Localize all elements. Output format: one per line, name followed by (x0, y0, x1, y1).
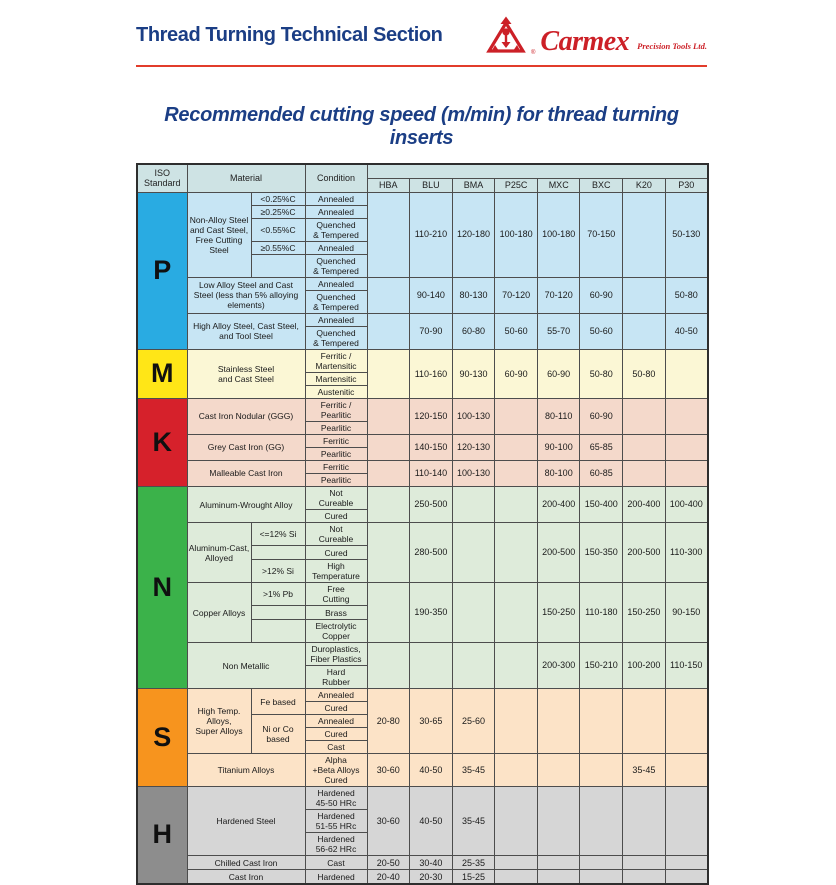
column-header: P30 (665, 179, 708, 193)
column-header: Material (187, 164, 305, 192)
speed-value-cell (367, 398, 410, 434)
speed-value-cell: 60-90 (580, 277, 623, 313)
condition-cell: Annealed (305, 313, 367, 326)
condition-cell: Annealed (305, 205, 367, 218)
condition-cell: Cured (305, 728, 367, 741)
speed-value-cell (665, 787, 708, 856)
speed-value-cell: 190-350 (410, 583, 453, 643)
column-header: BLU (410, 179, 453, 193)
speed-value-cell: 25-35 (452, 856, 495, 870)
speed-value-cell (665, 398, 708, 434)
speed-value-cell: 60-90 (537, 349, 580, 398)
iso-letter-m: M (137, 349, 187, 398)
condition-cell: Quenched & Tempered (305, 254, 367, 277)
material-cell: Hardened Steel (187, 787, 305, 856)
speed-value-cell: 110-140 (410, 460, 453, 486)
submaterial-cell (251, 606, 305, 620)
page-content (136, 16, 707, 885)
submaterial-cell (251, 620, 305, 643)
column-header: BMA (452, 179, 495, 193)
speed-value-cell: 80-110 (537, 398, 580, 434)
material-cell: Aluminum-Cast, Alloyed (187, 523, 251, 583)
condition-cell: Austenitic (305, 385, 367, 398)
speed-value-cell (495, 523, 538, 583)
speed-value-cell (623, 277, 666, 313)
speed-value-cell (623, 434, 666, 460)
submaterial-cell: ≥0.25%C (251, 205, 305, 218)
speed-value-cell (452, 523, 495, 583)
iso-letter-n: N (137, 486, 187, 688)
speed-value-cell: 30-60 (367, 754, 410, 787)
speed-value-cell: 150-250 (537, 583, 580, 643)
condition-cell: Ferritic (305, 434, 367, 447)
submaterial-cell: ≥0.55%C (251, 241, 305, 254)
condition-cell: Cured (305, 546, 367, 560)
speed-value-cell: 30-60 (367, 787, 410, 856)
speed-value-cell (665, 754, 708, 787)
speed-value-cell: 90-140 (410, 277, 453, 313)
condition-cell: Hard Rubber (305, 666, 367, 689)
speed-value-cell: 15-25 (452, 870, 495, 885)
material-cell: Stainless Steel and Cast Steel (187, 349, 305, 398)
condition-cell: Not Cureable (305, 523, 367, 546)
speed-value-cell (367, 460, 410, 486)
speed-value-cell (537, 754, 580, 787)
speed-value-cell: 35-45 (452, 787, 495, 856)
speed-value-cell (410, 643, 453, 689)
brand-logo (486, 16, 707, 56)
speed-value-cell (452, 486, 495, 522)
speed-value-cell (495, 787, 538, 856)
speed-value-cell (495, 460, 538, 486)
speed-value-cell: 200-400 (537, 486, 580, 522)
speed-value-cell (367, 523, 410, 583)
speed-value-cell (580, 689, 623, 754)
condition-cell: Brass (305, 606, 367, 620)
speed-value-cell: 20-30 (410, 870, 453, 885)
brand-name: Carmex (540, 26, 630, 57)
speed-value-cell: 150-350 (580, 523, 623, 583)
speed-value-cell (367, 313, 410, 349)
speed-value-cell (623, 856, 666, 870)
speed-value-cell (665, 856, 708, 870)
speed-value-cell: 30-40 (410, 856, 453, 870)
iso-letter-p: P (137, 192, 187, 349)
speed-value-cell (367, 486, 410, 522)
speed-value-cell (495, 870, 538, 885)
condition-cell: Annealed (305, 192, 367, 205)
speed-value-cell: 140-150 (410, 434, 453, 460)
speed-value-cell: 60-90 (580, 398, 623, 434)
material-cell: Non-Alloy Steel and Cast Steel, Free Cutting Steel (187, 192, 251, 277)
speed-value-cell: 120-130 (452, 434, 495, 460)
column-header: MXC (537, 179, 580, 193)
speed-value-cell: 110-210 (410, 192, 453, 277)
speed-value-cell (580, 754, 623, 787)
speed-value-cell (537, 856, 580, 870)
iso-letter-h: H (137, 787, 187, 885)
speed-value-cell: 100-180 (537, 192, 580, 277)
condition-cell: Hardened 45-50 HRc (305, 787, 367, 810)
speed-value-cell: 50-60 (580, 313, 623, 349)
speed-value-cell (623, 870, 666, 885)
speed-value-cell: 280-500 (410, 523, 453, 583)
condition-cell: Pearlitic (305, 447, 367, 460)
speed-value-cell (580, 787, 623, 856)
speed-value-cell: 35-45 (623, 754, 666, 787)
condition-cell: Pearlitic (305, 421, 367, 434)
submaterial-cell: <0.55%C (251, 218, 305, 241)
condition-cell: Ferritic (305, 460, 367, 473)
material-cell: Copper Alloys (187, 583, 251, 643)
submaterial-cell: Ni or Co based (251, 715, 305, 754)
speed-value-cell (367, 643, 410, 689)
speed-value-cell: 80-130 (452, 277, 495, 313)
material-cell: Aluminum-Wrought Alloy (187, 486, 305, 522)
registered-mark: ® (530, 50, 536, 56)
speed-value-cell: 50-80 (580, 349, 623, 398)
speed-value-cell: 100-200 (623, 643, 666, 689)
speed-value-cell: 50-80 (623, 349, 666, 398)
speed-value-cell: 100-400 (665, 486, 708, 522)
condition-cell: Duroplastics, Fiber Plastics (305, 643, 367, 666)
speed-value-cell (623, 689, 666, 754)
condition-cell: Alpha +Beta Alloys Cured (305, 754, 367, 787)
submaterial-cell: Fe based (251, 689, 305, 715)
speed-value-cell (452, 583, 495, 643)
condition-cell: Hardened 56-62 HRc (305, 833, 367, 856)
speed-value-cell: 25-60 (452, 689, 495, 754)
speed-value-cell (665, 349, 708, 398)
speed-value-cell: 40-50 (410, 754, 453, 787)
page-header (136, 16, 707, 67)
speed-value-cell (367, 277, 410, 313)
condition-cell: Not Cureable (305, 486, 367, 509)
speed-value-cell: 100-130 (452, 460, 495, 486)
speed-value-cell: 110-160 (410, 349, 453, 398)
column-header: K20 (623, 179, 666, 193)
speed-value-cell (495, 398, 538, 434)
speed-value-cell: 100-130 (452, 398, 495, 434)
condition-cell: Ferritic / Pearlitic (305, 398, 367, 421)
speed-value-cell: 40-50 (665, 313, 708, 349)
condition-cell: Cured (305, 510, 367, 523)
speed-value-cell: 40-50 (410, 787, 453, 856)
condition-cell: Free Cutting (305, 583, 367, 606)
carmex-emblem-icon (486, 16, 526, 56)
speed-value-cell (452, 643, 495, 689)
condition-cell: Cured (305, 702, 367, 715)
speed-value-cell: 70-120 (495, 277, 538, 313)
speed-value-cell: 90-100 (537, 434, 580, 460)
speed-value-cell (495, 754, 538, 787)
speed-value-cell: 60-90 (495, 349, 538, 398)
speed-value-cell: 150-210 (580, 643, 623, 689)
speed-value-cell (537, 870, 580, 885)
submaterial-cell (251, 546, 305, 560)
material-cell: Titanium Alloys (187, 754, 305, 787)
condition-cell: Cast (305, 741, 367, 754)
speed-value-cell (665, 460, 708, 486)
speed-value-cell (537, 689, 580, 754)
condition-cell: Annealed (305, 241, 367, 254)
speed-value-cell: 90-150 (665, 583, 708, 643)
condition-cell: Hardened 51-55 HRc (305, 810, 367, 833)
table-title: Recommended cutting speed (m/min) for thread turning inserts (164, 104, 679, 149)
speed-value-cell: 80-100 (537, 460, 580, 486)
speed-value-cell: 150-400 (580, 486, 623, 522)
condition-cell: Ferritic / Martensitic (305, 349, 367, 372)
condition-cell: Quenched & Tempered (305, 326, 367, 349)
speed-value-cell (665, 870, 708, 885)
condition-cell: Annealed (305, 277, 367, 290)
condition-cell: Quenched & Tempered (305, 218, 367, 241)
speed-value-cell: 20-50 (367, 856, 410, 870)
speed-value-cell (495, 856, 538, 870)
speed-value-cell: 250-500 (410, 486, 453, 522)
speed-value-cell: 200-400 (623, 486, 666, 522)
condition-cell: Cast (305, 856, 367, 870)
submaterial-cell: >12% Si (251, 560, 305, 583)
speed-value-cell: 50-80 (665, 277, 708, 313)
material-cell: High Alloy Steel, Cast Steel, and Tool Steel (187, 313, 305, 349)
speed-value-cell: 30-65 (410, 689, 453, 754)
speed-value-cell (495, 583, 538, 643)
condition-cell: Quenched & Tempered (305, 290, 367, 313)
page-title: Thread Turning Technical Section (136, 24, 443, 46)
speed-value-cell (580, 856, 623, 870)
speed-value-cell: 100-180 (495, 192, 538, 277)
column-header: HBA (367, 179, 410, 193)
speed-value-cell (367, 583, 410, 643)
submaterial-cell: <0.25%C (251, 192, 305, 205)
column-header: ISO Standard (137, 164, 187, 192)
speed-value-cell: 20-80 (367, 689, 410, 754)
speed-value-cell: 110-150 (665, 643, 708, 689)
speed-value-cell (367, 349, 410, 398)
speed-value-cell (623, 192, 666, 277)
speed-value-cell (495, 689, 538, 754)
material-cell: Cast Iron (187, 870, 305, 885)
speed-value-cell: 70-150 (580, 192, 623, 277)
speed-value-cell (623, 460, 666, 486)
submaterial-cell: <=12% Si (251, 523, 305, 546)
speed-value-cell (495, 643, 538, 689)
speed-value-cell: 70-90 (410, 313, 453, 349)
speed-value-cell (623, 787, 666, 856)
speed-value-cell (580, 870, 623, 885)
speed-value-cell (367, 434, 410, 460)
speed-value-cell: 200-300 (537, 643, 580, 689)
condition-cell: Annealed (305, 689, 367, 702)
speed-value-cell (623, 398, 666, 434)
cutting-speed-table (136, 163, 709, 885)
speed-value-cell: 20-40 (367, 870, 410, 885)
speed-value-cell (495, 434, 538, 460)
condition-cell: Hardened (305, 870, 367, 885)
condition-cell: Martensitic (305, 372, 367, 385)
speed-value-cell: 110-180 (580, 583, 623, 643)
material-cell: Non Metallic (187, 643, 305, 689)
condition-cell: Annealed (305, 715, 367, 728)
iso-letter-k: K (137, 398, 187, 486)
speed-value-cell: 65-85 (580, 434, 623, 460)
column-header: BXC (580, 179, 623, 193)
speed-value-cell: 150-250 (623, 583, 666, 643)
brand-tagline: Precision Tools Ltd. (637, 41, 707, 51)
material-cell: Grey Cast Iron (GG) (187, 434, 305, 460)
submaterial-cell (251, 254, 305, 277)
speed-value-cell: 200-500 (623, 523, 666, 583)
speed-value-cell: 120-180 (452, 192, 495, 277)
speed-value-cell (623, 313, 666, 349)
condition-cell: High Temperature (305, 560, 367, 583)
speed-value-cell (495, 486, 538, 522)
material-cell: Cast Iron Nodular (GGG) (187, 398, 305, 434)
condition-cell: Pearlitic (305, 473, 367, 486)
material-cell: High Temp. Alloys, Super Alloys (187, 689, 251, 754)
speed-value-cell: 50-130 (665, 192, 708, 277)
speed-value-cell: 90-130 (452, 349, 495, 398)
speed-value-cell: 200-500 (537, 523, 580, 583)
speed-value-cell: 60-85 (580, 460, 623, 486)
material-cell: Low Alloy Steel and Cast Steel (less than 5% alloying elements) (187, 277, 305, 313)
speed-value-cell (665, 689, 708, 754)
submaterial-cell: >1% Pb (251, 583, 305, 606)
column-header: P25C (495, 179, 538, 193)
column-header (367, 164, 708, 179)
speed-value-cell: 70-120 (537, 277, 580, 313)
speed-value-cell: 110-300 (665, 523, 708, 583)
speed-value-cell (367, 192, 410, 277)
column-header: Condition (305, 164, 367, 192)
speed-value-cell: 35-45 (452, 754, 495, 787)
material-cell: Chilled Cast Iron (187, 856, 305, 870)
speed-value-cell: 50-60 (495, 313, 538, 349)
speed-value-cell: 120-150 (410, 398, 453, 434)
speed-value-cell: 55-70 (537, 313, 580, 349)
iso-letter-s: S (137, 689, 187, 787)
condition-cell: Electrolytic Copper (305, 620, 367, 643)
speed-value-cell: 60-80 (452, 313, 495, 349)
material-cell: Malleable Cast Iron (187, 460, 305, 486)
speed-value-cell (665, 434, 708, 460)
speed-value-cell (537, 787, 580, 856)
